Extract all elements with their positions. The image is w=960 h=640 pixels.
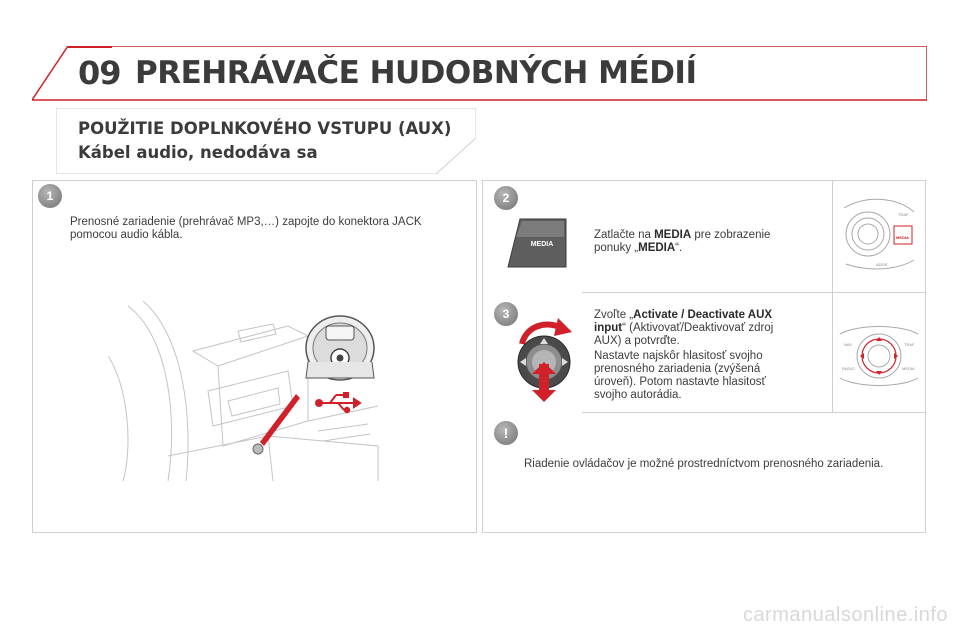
step1-text: Prenosné zariadenie (prehrávač MP3,…) zapojte do konektora JACK pomocou audio kábla.	[70, 216, 422, 241]
step-divider-1	[582, 292, 926, 293]
jack-port	[253, 444, 263, 454]
chapter-number: 09	[78, 54, 121, 92]
chapter-header	[32, 46, 927, 102]
media-button-label: MEDIA	[530, 241, 554, 248]
step3-text-volume: Nastavte najskôr hlasitosť svojho prenosného zariadenia (zvýšená úroveň). Potom nastavte hlasitosť svojho autorádia.	[594, 350, 766, 401]
radio-panel-media-illustration	[838, 198, 920, 274]
panel-label-addr: ADDR.	[876, 262, 889, 267]
step-divider-2	[582, 412, 926, 413]
section-title: POUŽITIE DOPLNKOVÉHO VSTUPU (AUX)	[78, 119, 452, 138]
panel-label-traf-2: TRAF	[904, 342, 915, 347]
step2-text	[594, 229, 800, 255]
step2-bold-a: MEDIA	[654, 229, 692, 241]
panel-label-media-2: MEDIA	[902, 366, 915, 371]
rotary-knob-illustration	[514, 318, 584, 404]
step3-text	[594, 309, 800, 348]
panel-label-nav: NAV	[844, 342, 852, 347]
warning-icon: !	[494, 421, 518, 445]
step2-text-b: pre zobrazenie ponuky „	[594, 229, 771, 254]
console-jack-illustration	[108, 296, 392, 484]
usb-icon	[316, 393, 360, 412]
section-frame	[56, 108, 476, 174]
panel-label-radio: RADIO	[842, 366, 855, 371]
step3-text-b: “ (Aktivovať/Deaktivovať zdroj AUX) a potvrďte.	[594, 322, 774, 347]
step2-bold-b: MEDIA	[638, 242, 676, 254]
step2-badge: 2	[494, 186, 518, 210]
panel-label-traf: TRAF	[898, 212, 909, 217]
step3-bold-a: Activate / Deactivate AUX input	[594, 309, 773, 334]
section-header	[56, 108, 476, 174]
step3-text-a: Zvoľte „	[594, 309, 634, 321]
section-subtitle: Kábel audio, nedodáva sa	[78, 143, 318, 162]
step3-badge: 3	[494, 302, 518, 326]
step2-text-c: “.	[675, 242, 683, 254]
rotate-arrow-icon	[554, 318, 572, 336]
radio-panel-knob-illustration	[838, 322, 920, 388]
panel-label-media: MEDIA	[896, 235, 909, 240]
watermark: carmanualsonline.info	[742, 604, 948, 626]
image-column-divider	[832, 180, 833, 412]
note-text: Riadenie ovládačov je možné prostredníctvom prenosného zariadenia.	[524, 458, 884, 470]
jack-connector-detail	[306, 316, 374, 380]
step1-badge: 1	[38, 184, 62, 208]
chapter-title: PREHRÁVAČE HUDOBNÝCH MÉDIÍ	[135, 55, 697, 91]
step2-text-a: Zatlačte na	[594, 229, 655, 241]
media-button-illustration	[506, 217, 568, 269]
